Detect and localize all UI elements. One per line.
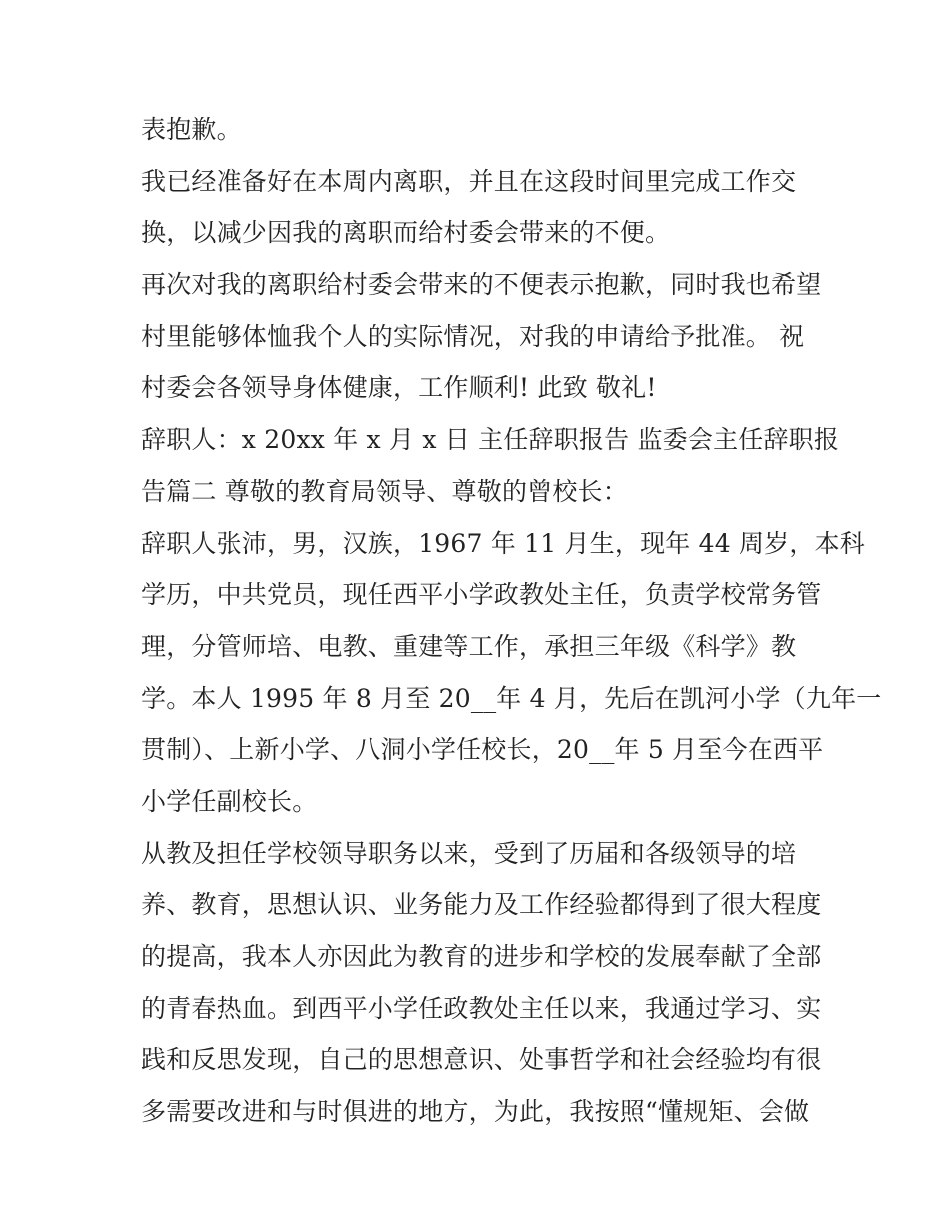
text-line: 村里能够体恤我个人的实际情况，对我的申请给予批准。 祝 (141, 321, 805, 351)
text-line: 的提高，我本人亦因此为教育的进步和学校的发展奉献了全部 (141, 942, 822, 971)
text-line: 辞职人：x 20xx 年 x 月 x 日 主任辞职报告 监委会主任辞职报 (141, 425, 840, 455)
text-line: 学历，中共党员，现任西平小学政教处主任，负责学校常务管 (141, 580, 822, 610)
text-line: 学。本人 1995 年 8 月至 20__年 4 月，先后在凯河小学（九年一 (141, 683, 882, 713)
text-line: 我已经准备好在本周内离职，并且在这段时间里完成工作交 (141, 166, 797, 196)
text-line: 告篇二 尊敬的教育局领导、尊敬的曾校长： (141, 476, 628, 506)
text-line: 再次对我的离职给村委会带来的不便表示抱歉，同时我也希望 (141, 270, 822, 300)
text-line: 贯制）、上新小学、八洞小学任校长，20__年 5 月至今在西平 (141, 735, 824, 765)
text-line: 理，分管师培、电教、重建等工作，承担三年级《科学》教 (141, 631, 797, 661)
text-line: 换，以减少因我的离职而给村委会带来的不便。 (141, 218, 671, 248)
text-line: 村委会各领导身体健康，工作顺利! 此致 敬礼! (141, 373, 657, 403)
document-body (141, 104, 882, 1138)
text-line: 践和反思发现，自己的思想意识、处事哲学和社会经验均有很 (141, 1045, 822, 1075)
text-line: 辞职人张沛，男，汉族，1967 年 11 月生，现年 44 周岁，本科 (141, 528, 865, 558)
text-line: 多需要改进和与时俱进的地方，为此，我按照“懂规矩、会做 (141, 1097, 810, 1127)
text-line: 小学任副校长。 (141, 786, 318, 816)
text-line: 的青春热血。到西平小学任政教处主任以来，我通过学习、实 (141, 993, 822, 1023)
text-line: 表抱歉。 (141, 115, 242, 144)
text-line: 从教及担任学校领导职务以来，受到了历届和各级领导的培 (141, 838, 797, 868)
text-line: 养、教育，思想认识、业务能力及工作经验都得到了很大程度 (141, 890, 822, 920)
